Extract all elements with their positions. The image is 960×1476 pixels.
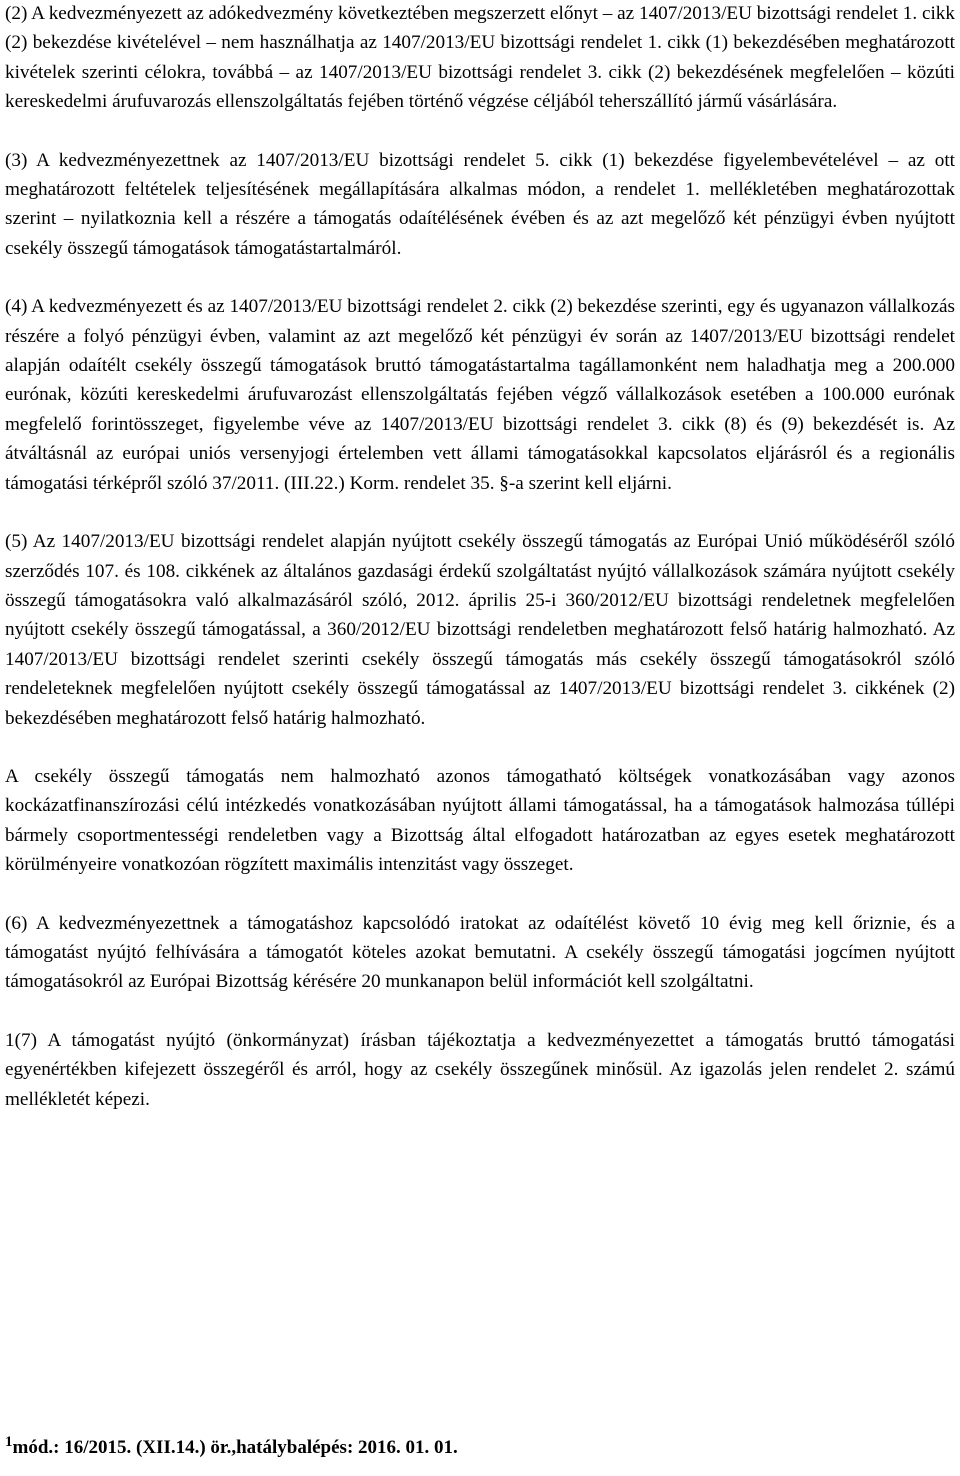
footnote-marker: 1 bbox=[5, 1434, 13, 1450]
paragraph-4: (4) A kedvezményezett és az 1407/2013/EU bizottsági rendelet 2. cikk (2) bekezdése szerinti, egy és ugyanazon vállalkozás részére a folyó pénzügyi évben, valamint az azt megelőző két pénzügyi év során az 1407/2013/EU bizottsági rendelet alapján odaítélt csekély összegű támogatások bruttó támogatástartalma tagállamonként nem haladhatja meg a 200.000 eurónak, közúti kereskedelmi árufuvarozást ellenszolgáltatás fejében végző vállalkozások esetében a 100.000 eurónak megfelelő forintösszeget, figyelembe véve az 1407/2013/EU bizottsági rendelet 3. cikk (8) és (9) bekezdését is. Az átváltásnál az európai uniós versenyjogi értelemben vett állami támogatásokkal kapcsolatos eljárásról és a regionális támogatási térképről szóló 37/2011. (III.22.) Korm. rendelet 35. §-a szerint kell eljárni. bbox=[5, 296, 955, 494]
document-body bbox=[5, 0, 955, 1114]
paragraph-gap bbox=[5, 733, 955, 762]
paragraph-gap bbox=[5, 997, 955, 1026]
paragraph-5: (5) Az 1407/2013/EU bizottsági rendelet alapján nyújtott csekély összegű támogatás az Európai Unió működéséről szóló szerződés 107. és 108. cikkének az általános gazdasági érdekű szolgáltatást nyújtó vállalkozások számára nyújtott csekély összegű támogatásokra való alkalmazásáról szóló, 2012. április 25-i 360/2012/EU bizottsági rendeletnek megfelelően nyújtott csekély összegű támogatással, a 360/2012/EU bizottsági rendeletben meghatározott felső határig halmozható. Az 1407/2013/EU bizottsági rendelet szerinti csekély összegű támogatás más csekély összegű támogatásokról szóló rendeleteknek megfelelően nyújtott csekély összegű támogatással az 1407/2013/EU bizottsági rendelet 3. cikkének (2) bekezdésében meghatározott felső határig halmozható. bbox=[5, 531, 955, 729]
paragraph-3: (3) A kedvezményezettnek az 1407/2013/EU bizottsági rendelet 5. cikk (1) bekezdése figyelembevételével – az ott meghatározott feltételek teljesítésének megállapítására alkalmas módon, a rendelet 1. mellékletében meghatározottak szerint – nyilatkoznia kell a részére a támogatás odaítélésének évében és az azt megelőző két pénzügyi évben nyújtott csekély összegű támogatások támogatástartalmáról. bbox=[5, 149, 955, 259]
paragraph-cumulation: A csekély összegű támogatás nem halmozható azonos támogatható költségek vonatkozásában vagy azonos kockázatfinanszírozási célú intézkedés vonatkozásában nyújtott állami támogatással, ha a támogatások halmozása túllépi bármely csoportmentességi rendeletben vagy a Bizottság által elfogadott határozatban az egyes esetek meghatározott körülményeire vonatkozóan rögzített maximális intenzitást vagy összeget. bbox=[5, 765, 955, 876]
paragraph-gap bbox=[5, 117, 955, 146]
paragraph-gap bbox=[5, 498, 955, 527]
footnote-text: mód.: 16/2015. (XII.14.) ör.,hatálybalépés: 2016. 01. 01. bbox=[12, 1437, 458, 1458]
paragraph-7: 1(7) A támogatást nyújtó (önkormányzat) írásban tájékoztatja a kedvezményezettet a támogatás bruttó támogatási egyenértékben kifejezett összegéről és arról, hogy az csekély összegűnek minősül. Az igazolás jelen rendelet 2. számú mellékletét képezi. bbox=[5, 1029, 955, 1110]
paragraph-6: (6) A kedvezményezettnek a támogatáshoz kapcsolódó iratokat az odaítélést követő 10 évig meg kell őriznie, és a támogatást nyújtó felhívására a támogatót köteles azokat bemutatni. A csekély összegű támogatási jogcímen nyújtott támogatásokról az Európai Bizottság kérésére 20 munkanapon belül információt kell szolgáltatni. bbox=[5, 912, 955, 993]
paragraph-gap bbox=[5, 880, 955, 909]
paragraph-2: (2) A kedvezményezett az adókedvezmény következtében megszerzett előnyt – az 1407/2013/EU bizottsági rendelet 1. cikk (2) bekezdése kivételével – nem használhatja az 1407/2013/EU bizottsági rendelet 1. cikk (1) bekezdésében meghatározott kivételek szerinti célokra, továbbá – az 1407/2013/EU bizottsági rendelet 3. cikk (2) bekezdésének megfelelően – közúti kereskedelmi árufuvarozás ellenszolgáltatás fejében történő végzése céljából teherszállító jármű vásárlására. bbox=[5, 3, 955, 113]
footnote bbox=[5, 1436, 458, 1460]
paragraph-gap bbox=[5, 263, 955, 292]
